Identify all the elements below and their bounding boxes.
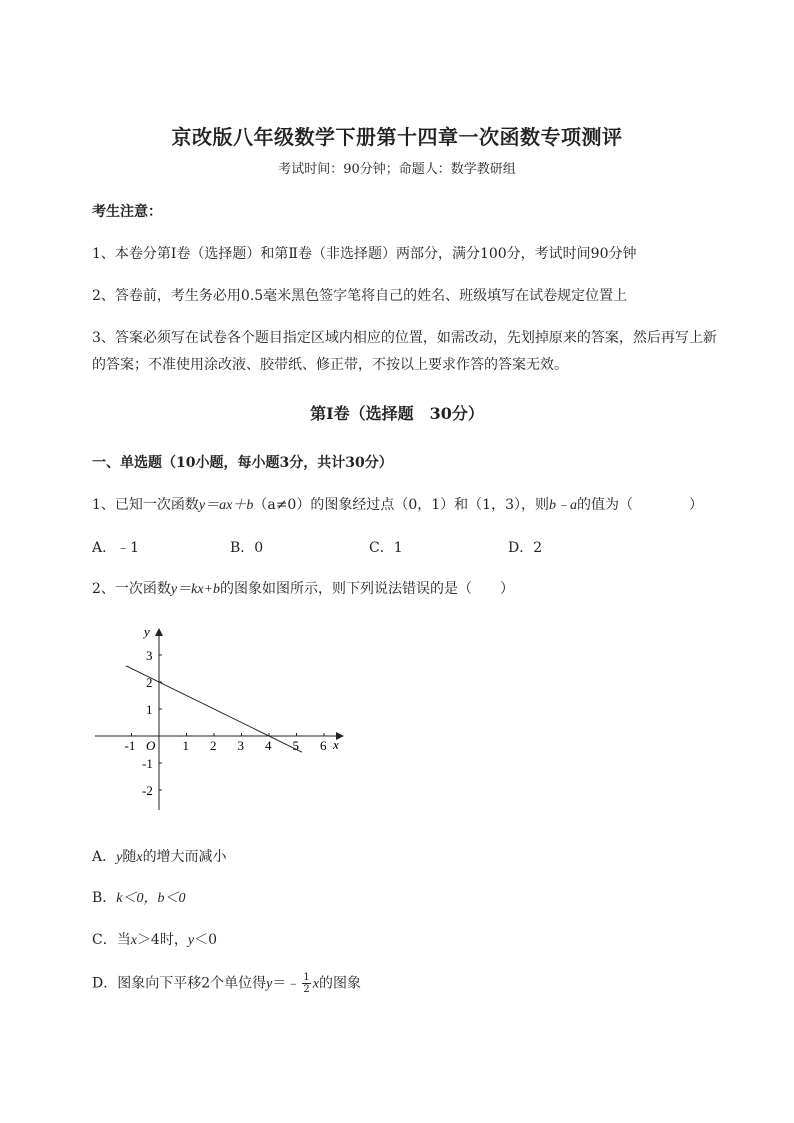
- exam-info: 考试时间：90分钟；命题人：数学教研组: [278, 162, 516, 177]
- q2-suffix: 的图象如图所示，则下列说法错误的是（ ）: [220, 581, 515, 597]
- x-tick-label: -1: [124, 738, 136, 753]
- y-axis-label: y: [144, 624, 150, 639]
- q1-function: y＝ax＋b: [198, 498, 254, 513]
- q2-option-d-var-y: y: [266, 976, 273, 992]
- q2-option-c-text1: ＞4时，: [136, 932, 188, 948]
- note-item-3: 3、答案必须写在试卷各个题目指定区域内相应的位置，如需改动，先划掉原来的答案，然后再写上新: [92, 330, 717, 346]
- q1-expression: b﹣a: [548, 498, 577, 513]
- notes-heading: 考生注意：: [92, 204, 162, 220]
- q1-condition: （a≠0）: [253, 497, 311, 513]
- q2-option-d-label: D．图象向下平移2个单位得: [92, 975, 267, 992]
- q1-option-b[interactable]: B．0: [230, 540, 264, 556]
- q1-option-a[interactable]: A．﹣1: [92, 540, 140, 556]
- q2-option-a-text2: 的增大而减小: [142, 849, 227, 865]
- part-heading: 一、单选题（10小题，每小题3分，共计30分）: [92, 455, 393, 471]
- q2-option-d[interactable]: [92, 972, 361, 995]
- q2-option-d-var-x: x: [312, 976, 319, 992]
- x-axis-label: x: [333, 737, 339, 752]
- q2-option-a-var-y: y: [116, 850, 123, 865]
- q2-option-c-text2: ＜0: [194, 932, 217, 948]
- q2-option-c-var-x: x: [130, 933, 137, 948]
- q2-option-b-text: k＜0，b＜0: [116, 891, 186, 906]
- y-tick-label: 1: [146, 702, 153, 717]
- q2-option-d-text2: 的图象: [318, 975, 361, 992]
- q2-prefix: 2、一次函数: [92, 581, 171, 597]
- x-tick-label: 4: [265, 738, 272, 753]
- q2-function: y＝kx+b: [170, 582, 221, 597]
- question-2: [92, 578, 514, 598]
- question-1: [92, 494, 703, 514]
- q1-option-c[interactable]: C．1: [369, 540, 403, 556]
- q1-suffix: 的值为（ ）: [576, 497, 703, 513]
- y-tick-label: -2: [142, 783, 153, 798]
- q2-option-a-var-x: x: [136, 850, 143, 865]
- q2-option-a-text1: 随: [122, 849, 137, 865]
- x-tick-label: 2: [210, 738, 217, 753]
- x-tick-label: 1: [182, 738, 189, 753]
- fraction-numerator: 1: [303, 972, 310, 983]
- q1-prefix: 1、已知一次函数: [92, 497, 199, 513]
- page-title: 京改版八年级数学下册第十四章一次函数专项测评: [171, 125, 623, 149]
- q2-option-c-label: C．当: [92, 932, 131, 948]
- y-tick-label: 3: [146, 648, 153, 663]
- function-graph: [80, 620, 370, 820]
- q2-option-a-label: A．: [92, 849, 117, 865]
- q2-option-d-text1: ＝﹣: [272, 975, 301, 992]
- x-tick-label: 5: [292, 738, 299, 753]
- q1-middle: 的图象经过点（0，1）和（1，3），则: [310, 497, 549, 513]
- q2-option-d-fraction: [302, 972, 310, 995]
- y-tick-label: -1: [142, 756, 153, 771]
- note-item-1: 1、本卷分第I卷（选择题）和第Ⅱ卷（非选择题）两部分，满分100分，考试时间90分钟: [92, 246, 637, 262]
- q2-option-a[interactable]: [92, 846, 227, 866]
- q1-option-d[interactable]: D．2: [508, 540, 543, 556]
- q2-option-c[interactable]: [92, 929, 217, 949]
- note-item-2: 2、答卷前，考生务必用0.5毫米黑色签字笔将自己的姓名、班级填写在试卷规定位置上: [92, 288, 628, 304]
- section-title: 第I卷（选择题 30分）: [310, 404, 484, 423]
- note-item-3-cont: 的答案；不准使用涂改液、胶带纸、修正带，不按以上要求作答的答案无效。: [92, 357, 568, 373]
- x-tick-label: 6: [320, 738, 327, 753]
- fraction-denominator: 2: [303, 984, 310, 995]
- origin-label: O: [146, 738, 156, 753]
- q2-option-b[interactable]: [92, 887, 186, 907]
- y-tick-label: 2: [146, 675, 153, 690]
- q2-option-b-label: B．: [92, 890, 117, 906]
- x-tick-label: 3: [237, 738, 244, 753]
- q2-option-c-var-y: y: [187, 933, 195, 948]
